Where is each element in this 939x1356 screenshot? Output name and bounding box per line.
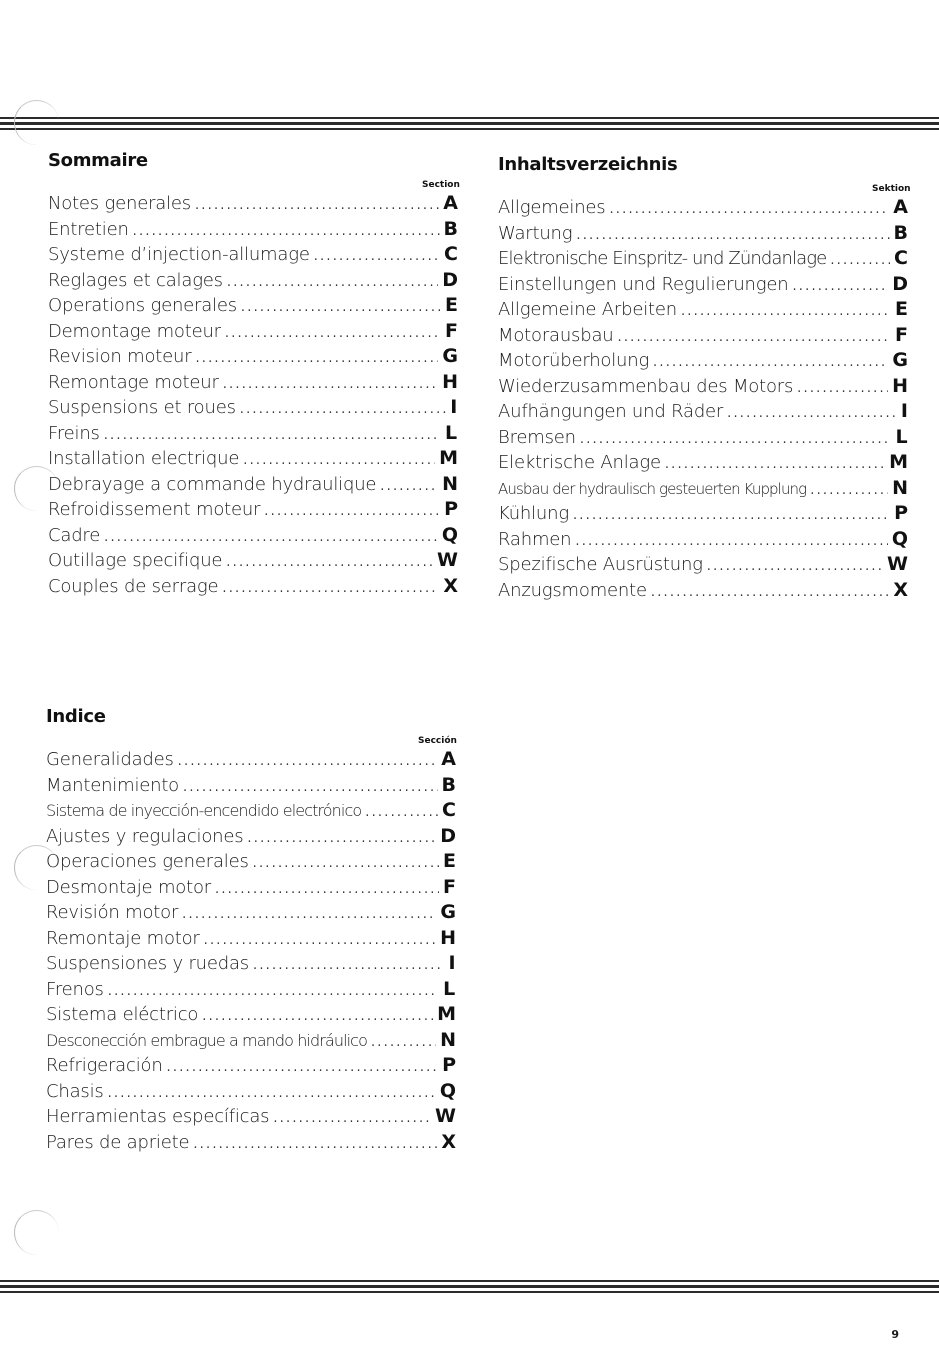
dot-leader xyxy=(727,406,897,421)
section-letter: L xyxy=(445,421,458,444)
toc-label: Couples de serrage xyxy=(48,575,219,597)
dot-leader xyxy=(365,805,438,820)
dot-leader xyxy=(108,984,439,999)
toc-row xyxy=(48,192,458,218)
toc-label: Spezifische Ausrüstung xyxy=(498,554,703,575)
section-letter: H xyxy=(442,370,458,393)
toc-row xyxy=(46,850,456,876)
toc-row xyxy=(48,345,458,371)
toc-row xyxy=(498,477,908,503)
section-letter: C xyxy=(444,243,458,265)
dot-leader xyxy=(830,253,890,268)
dot-leader xyxy=(576,228,889,243)
section-title: Inhaltsverzeichnis xyxy=(498,154,678,175)
section-letter: I xyxy=(450,396,458,418)
bottom-rule xyxy=(0,1276,939,1298)
dot-leader xyxy=(273,1111,431,1126)
toc-list xyxy=(48,192,458,600)
section-letter: F xyxy=(443,875,456,898)
section-letter: P xyxy=(442,1054,456,1076)
toc-row xyxy=(498,349,908,375)
toc-row xyxy=(498,553,908,579)
toc-label: Elektronische Einspritz- und Zündanlage xyxy=(498,248,827,269)
dot-leader xyxy=(215,882,439,897)
toc-label: Anzugsmomente xyxy=(498,579,647,601)
toc-row xyxy=(48,575,458,601)
dot-leader xyxy=(653,355,888,370)
dot-leader xyxy=(810,483,888,498)
toc-label: Desconección embrague a mando hidráulico xyxy=(46,1030,367,1050)
dot-leader xyxy=(182,907,436,922)
toc-label: Sistema de inyección-encendido electrónico xyxy=(46,801,362,820)
toc-label: Cadre xyxy=(48,524,101,546)
dot-leader xyxy=(225,326,441,341)
section-letter: F xyxy=(445,319,458,342)
toc-label: Desmontaje motor xyxy=(46,876,211,898)
section-letter: N xyxy=(892,476,908,499)
toc-row xyxy=(48,549,458,575)
toc-label: Wartung xyxy=(498,222,573,244)
toc-label: Rahmen xyxy=(498,528,572,550)
dot-leader xyxy=(609,202,889,217)
toc-label: Remontaje motor xyxy=(46,927,200,949)
section-letter: P xyxy=(894,502,908,524)
toc-row xyxy=(48,473,458,499)
dot-leader xyxy=(797,381,888,396)
toc-label: Suspensiones y ruedas xyxy=(46,953,249,974)
section-letter: M xyxy=(437,1003,456,1025)
dot-leader xyxy=(195,198,439,213)
toc-list xyxy=(46,748,456,1156)
toc-label: Chasis xyxy=(46,1080,104,1102)
section-title: Indice xyxy=(46,706,106,727)
toc-label: Demontage moteur xyxy=(48,320,221,342)
toc-row xyxy=(46,825,456,851)
dot-leader xyxy=(247,831,436,846)
dot-leader xyxy=(575,534,887,549)
toc-row xyxy=(48,294,458,320)
dot-leader xyxy=(226,555,433,570)
section-letter: M xyxy=(889,451,908,473)
section-letter: D xyxy=(440,824,456,847)
dot-leader xyxy=(167,1060,439,1075)
column-header: Section xyxy=(422,180,460,190)
dot-leader xyxy=(665,457,885,472)
toc-label: Kühlung xyxy=(498,503,569,524)
toc-row xyxy=(498,247,908,273)
toc-label: Allgemeines xyxy=(498,197,606,218)
section-letter: N xyxy=(442,472,458,495)
punch-hole-mark xyxy=(14,100,59,145)
toc-row xyxy=(498,502,908,528)
toc-label: Frenos xyxy=(46,978,104,1000)
page-number: 9 xyxy=(891,1328,899,1341)
toc-row xyxy=(46,978,456,1004)
section-letter: B xyxy=(441,773,456,796)
section-letter: C xyxy=(442,799,456,821)
section-title: Sommaire xyxy=(48,150,148,171)
dot-leader xyxy=(195,351,438,366)
toc-row xyxy=(46,799,456,825)
toc-row xyxy=(46,876,456,902)
dot-leader xyxy=(573,508,890,523)
toc-label: Suspensions et roues xyxy=(48,397,236,418)
section-letter: W xyxy=(887,553,908,575)
section-letter: C xyxy=(894,247,908,269)
toc-label: Refrigeración xyxy=(46,1055,163,1076)
toc-row xyxy=(48,371,458,397)
dot-leader xyxy=(618,330,892,345)
section-letter: H xyxy=(440,926,456,949)
toc-row xyxy=(48,218,458,244)
section-letter: Q xyxy=(891,527,908,550)
toc-label: Allgemeine Arbeiten xyxy=(498,299,677,320)
toc-label: Motorausbau xyxy=(498,324,614,346)
dot-leader xyxy=(104,428,440,443)
toc-label: Motorüberholung xyxy=(498,350,650,371)
section-letter: P xyxy=(444,498,458,520)
toc-label: Refroidissement moteur xyxy=(48,499,261,520)
toc-row xyxy=(498,298,908,324)
toc-label: Sistema eléctrico xyxy=(46,1004,199,1025)
dot-leader xyxy=(241,300,441,315)
dot-leader xyxy=(133,224,440,239)
section-letter: L xyxy=(895,425,908,448)
toc-row xyxy=(498,579,908,605)
section-letter: A xyxy=(443,192,458,214)
top-rule xyxy=(0,113,939,133)
dot-leader xyxy=(314,249,440,264)
dot-leader xyxy=(193,1137,437,1152)
toc-label: Einstellungen und Regulierungen xyxy=(498,273,789,295)
section-letter: Q xyxy=(441,523,458,546)
dot-leader xyxy=(183,780,438,795)
dot-leader xyxy=(371,1035,436,1050)
section-letter: E xyxy=(445,294,458,316)
dot-leader xyxy=(253,958,444,973)
section-letter: E xyxy=(443,850,456,872)
section-letter: A xyxy=(441,748,456,770)
toc-row xyxy=(46,952,456,978)
toc-row xyxy=(46,901,456,927)
toc-label: Generalidades xyxy=(46,749,174,770)
dot-leader xyxy=(243,453,435,468)
toc-label: Debrayage a commande hydraulique xyxy=(48,473,377,495)
toc-row xyxy=(46,1131,456,1157)
toc-label: Wiederzusammenbau des Motors xyxy=(498,375,794,397)
toc-list xyxy=(498,196,908,604)
toc-section-german xyxy=(498,154,911,614)
toc-row xyxy=(48,269,458,295)
toc-row xyxy=(48,498,458,524)
section-letter: M xyxy=(439,447,458,469)
toc-row xyxy=(46,774,456,800)
section-letter: X xyxy=(443,574,458,597)
dot-leader xyxy=(227,275,438,290)
section-letter: G xyxy=(892,349,908,371)
toc-label: Pares de apriete xyxy=(46,1131,190,1153)
toc-label: Operaciones generales xyxy=(46,851,249,872)
section-letter: X xyxy=(893,578,908,601)
toc-section-spanish xyxy=(46,706,456,1166)
toc-row xyxy=(46,1080,456,1106)
section-letter: I xyxy=(900,400,908,422)
section-letter: X xyxy=(441,1130,456,1153)
dot-leader xyxy=(253,856,439,871)
section-letter: D xyxy=(892,272,908,295)
toc-label: Aufhängungen und Räder xyxy=(498,401,724,422)
section-letter: L xyxy=(443,977,456,1000)
toc-label: Outillage specifique xyxy=(48,550,223,571)
column-header: Sección xyxy=(418,736,457,746)
section-letter: N xyxy=(440,1028,456,1051)
section-letter: E xyxy=(895,298,908,320)
dot-leader xyxy=(104,530,438,545)
dot-leader xyxy=(178,754,438,769)
dot-leader xyxy=(204,933,436,948)
toc-section-french xyxy=(48,150,458,610)
section-letter: D xyxy=(442,268,458,291)
section-letter: W xyxy=(437,549,458,571)
toc-row xyxy=(48,422,458,448)
toc-label: Ajustes y regulaciones xyxy=(46,825,244,847)
toc-row xyxy=(48,320,458,346)
toc-label: Revision moteur xyxy=(48,346,192,367)
toc-label: Freins xyxy=(48,422,100,444)
toc-row xyxy=(48,447,458,473)
toc-row xyxy=(498,196,908,222)
dot-leader xyxy=(202,1009,433,1024)
toc-label: Ausbau der hydraulisch gesteuerten Kupplung xyxy=(498,479,807,498)
toc-row xyxy=(46,1003,456,1029)
section-letter: W xyxy=(435,1105,456,1127)
toc-row xyxy=(498,273,908,299)
toc-label: Remontage moteur xyxy=(48,371,219,393)
punch-hole-mark xyxy=(14,1210,59,1255)
section-letter: Q xyxy=(439,1079,456,1102)
toc-label: Bremsen xyxy=(498,426,576,448)
toc-label: Systeme d’injection-allumage xyxy=(48,244,310,265)
toc-label: Revisión motor xyxy=(46,902,179,923)
dot-leader xyxy=(222,581,439,596)
toc-label: Elektrische Anlage xyxy=(498,452,661,473)
section-letter: G xyxy=(440,901,456,923)
toc-label: Installation electrique xyxy=(48,448,240,469)
toc-row xyxy=(46,927,456,953)
toc-row xyxy=(498,375,908,401)
toc-row xyxy=(498,324,908,350)
section-letter: H xyxy=(892,374,908,397)
dot-leader xyxy=(792,279,888,294)
toc-label: Reglages et calages xyxy=(48,269,223,291)
dot-leader xyxy=(707,559,883,574)
toc-row xyxy=(48,243,458,269)
section-letter: A xyxy=(893,196,908,218)
toc-label: Entretien xyxy=(48,218,129,240)
toc-label: Notes generales xyxy=(48,193,191,214)
toc-row xyxy=(48,396,458,422)
column-header: Sektion xyxy=(872,184,911,194)
toc-row xyxy=(498,400,908,426)
section-letter: B xyxy=(443,217,458,240)
dot-leader xyxy=(223,377,438,392)
toc-row xyxy=(46,1029,456,1055)
section-letter: G xyxy=(442,345,458,367)
dot-leader xyxy=(264,504,440,519)
section-letter: F xyxy=(895,323,908,346)
section-letter: I xyxy=(448,952,456,974)
toc-row xyxy=(498,451,908,477)
toc-label: Mantenimiento xyxy=(46,774,179,796)
toc-row xyxy=(498,222,908,248)
dot-leader xyxy=(580,432,891,447)
dot-leader xyxy=(108,1086,436,1101)
section-letter: B xyxy=(893,221,908,244)
toc-row xyxy=(46,1105,456,1131)
dot-leader xyxy=(380,479,438,494)
toc-row xyxy=(46,748,456,774)
toc-row xyxy=(498,426,908,452)
toc-label: Herramientas específicas xyxy=(46,1106,270,1127)
toc-label: Operations generales xyxy=(48,295,237,316)
dot-leader xyxy=(681,304,891,319)
dot-leader xyxy=(651,585,889,600)
toc-row xyxy=(48,524,458,550)
dot-leader xyxy=(240,402,446,417)
toc-row xyxy=(46,1054,456,1080)
toc-row xyxy=(498,528,908,554)
